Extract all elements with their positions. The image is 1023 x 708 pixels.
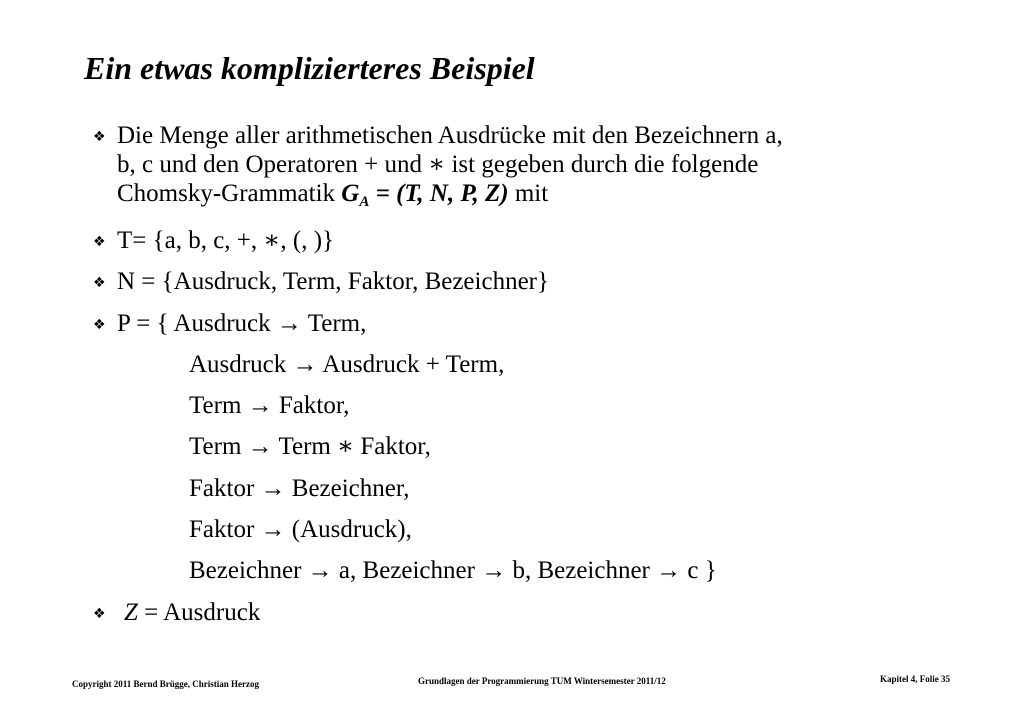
bullet-icon: ❖ xyxy=(93,234,106,250)
bullet1-line3-prefix: Chomsky-Grammatik xyxy=(117,180,342,207)
bullet-icon: ❖ xyxy=(93,129,106,145)
terminals-set: T= {a, b, c, +, ∗, (, )} xyxy=(117,227,335,254)
bullet1-line2: b, c und den Operatoren + und ∗ ist gegeben durch die folgende xyxy=(117,151,759,178)
start-symbol-value: = Ausdruck xyxy=(137,599,261,626)
bullet-icon: ❖ xyxy=(93,317,106,333)
footer-slide-number: Kapitel 4, Folie 35 xyxy=(880,674,950,684)
productions-first: P = { Ausdruck → Term, xyxy=(117,310,367,337)
production-line: Term → Term ∗ Faktor, xyxy=(189,433,431,460)
bullet-icon: ❖ xyxy=(93,606,106,622)
slide-title: Ein etwas komplizierteres Beispiel xyxy=(84,50,535,86)
start-symbol-var: Z xyxy=(124,599,138,626)
production-line: Ausdruck → Ausdruck + Term, xyxy=(189,351,505,378)
grammar-subscript: A xyxy=(359,194,370,210)
grammar-definition: = (T, N, P, Z) xyxy=(369,180,509,207)
start-symbol xyxy=(124,599,260,626)
nonterminals-set: N = {Ausdruck, Term, Faktor, Bezeichner} xyxy=(117,268,549,295)
bullet-icon: ❖ xyxy=(93,275,106,291)
bullet1-line3 xyxy=(117,180,549,210)
production-line: Faktor → (Ausdruck), xyxy=(189,516,412,543)
production-line: Bezeichner → a, Bezeichner → b, Bezeichner → c } xyxy=(189,557,717,584)
grammar-name: $G_A = (T$, N, P, Z) xyxy=(341,180,509,210)
production-line: Term → Faktor, xyxy=(189,392,350,419)
bullet1-line1: Die Menge aller arithmetischen Ausdrücke mit den Bezeichnern a, xyxy=(117,122,783,149)
footer-course: Grundlagen der Programmierung TUM Wintersemester 2011/12 xyxy=(418,676,666,686)
footer-copyright: Copyright 2011 Bernd Brügge, Christian Herzog xyxy=(72,679,259,689)
bullet1-line3-suffix: mit xyxy=(508,180,549,207)
production-line: Faktor → Bezeichner, xyxy=(189,475,410,502)
